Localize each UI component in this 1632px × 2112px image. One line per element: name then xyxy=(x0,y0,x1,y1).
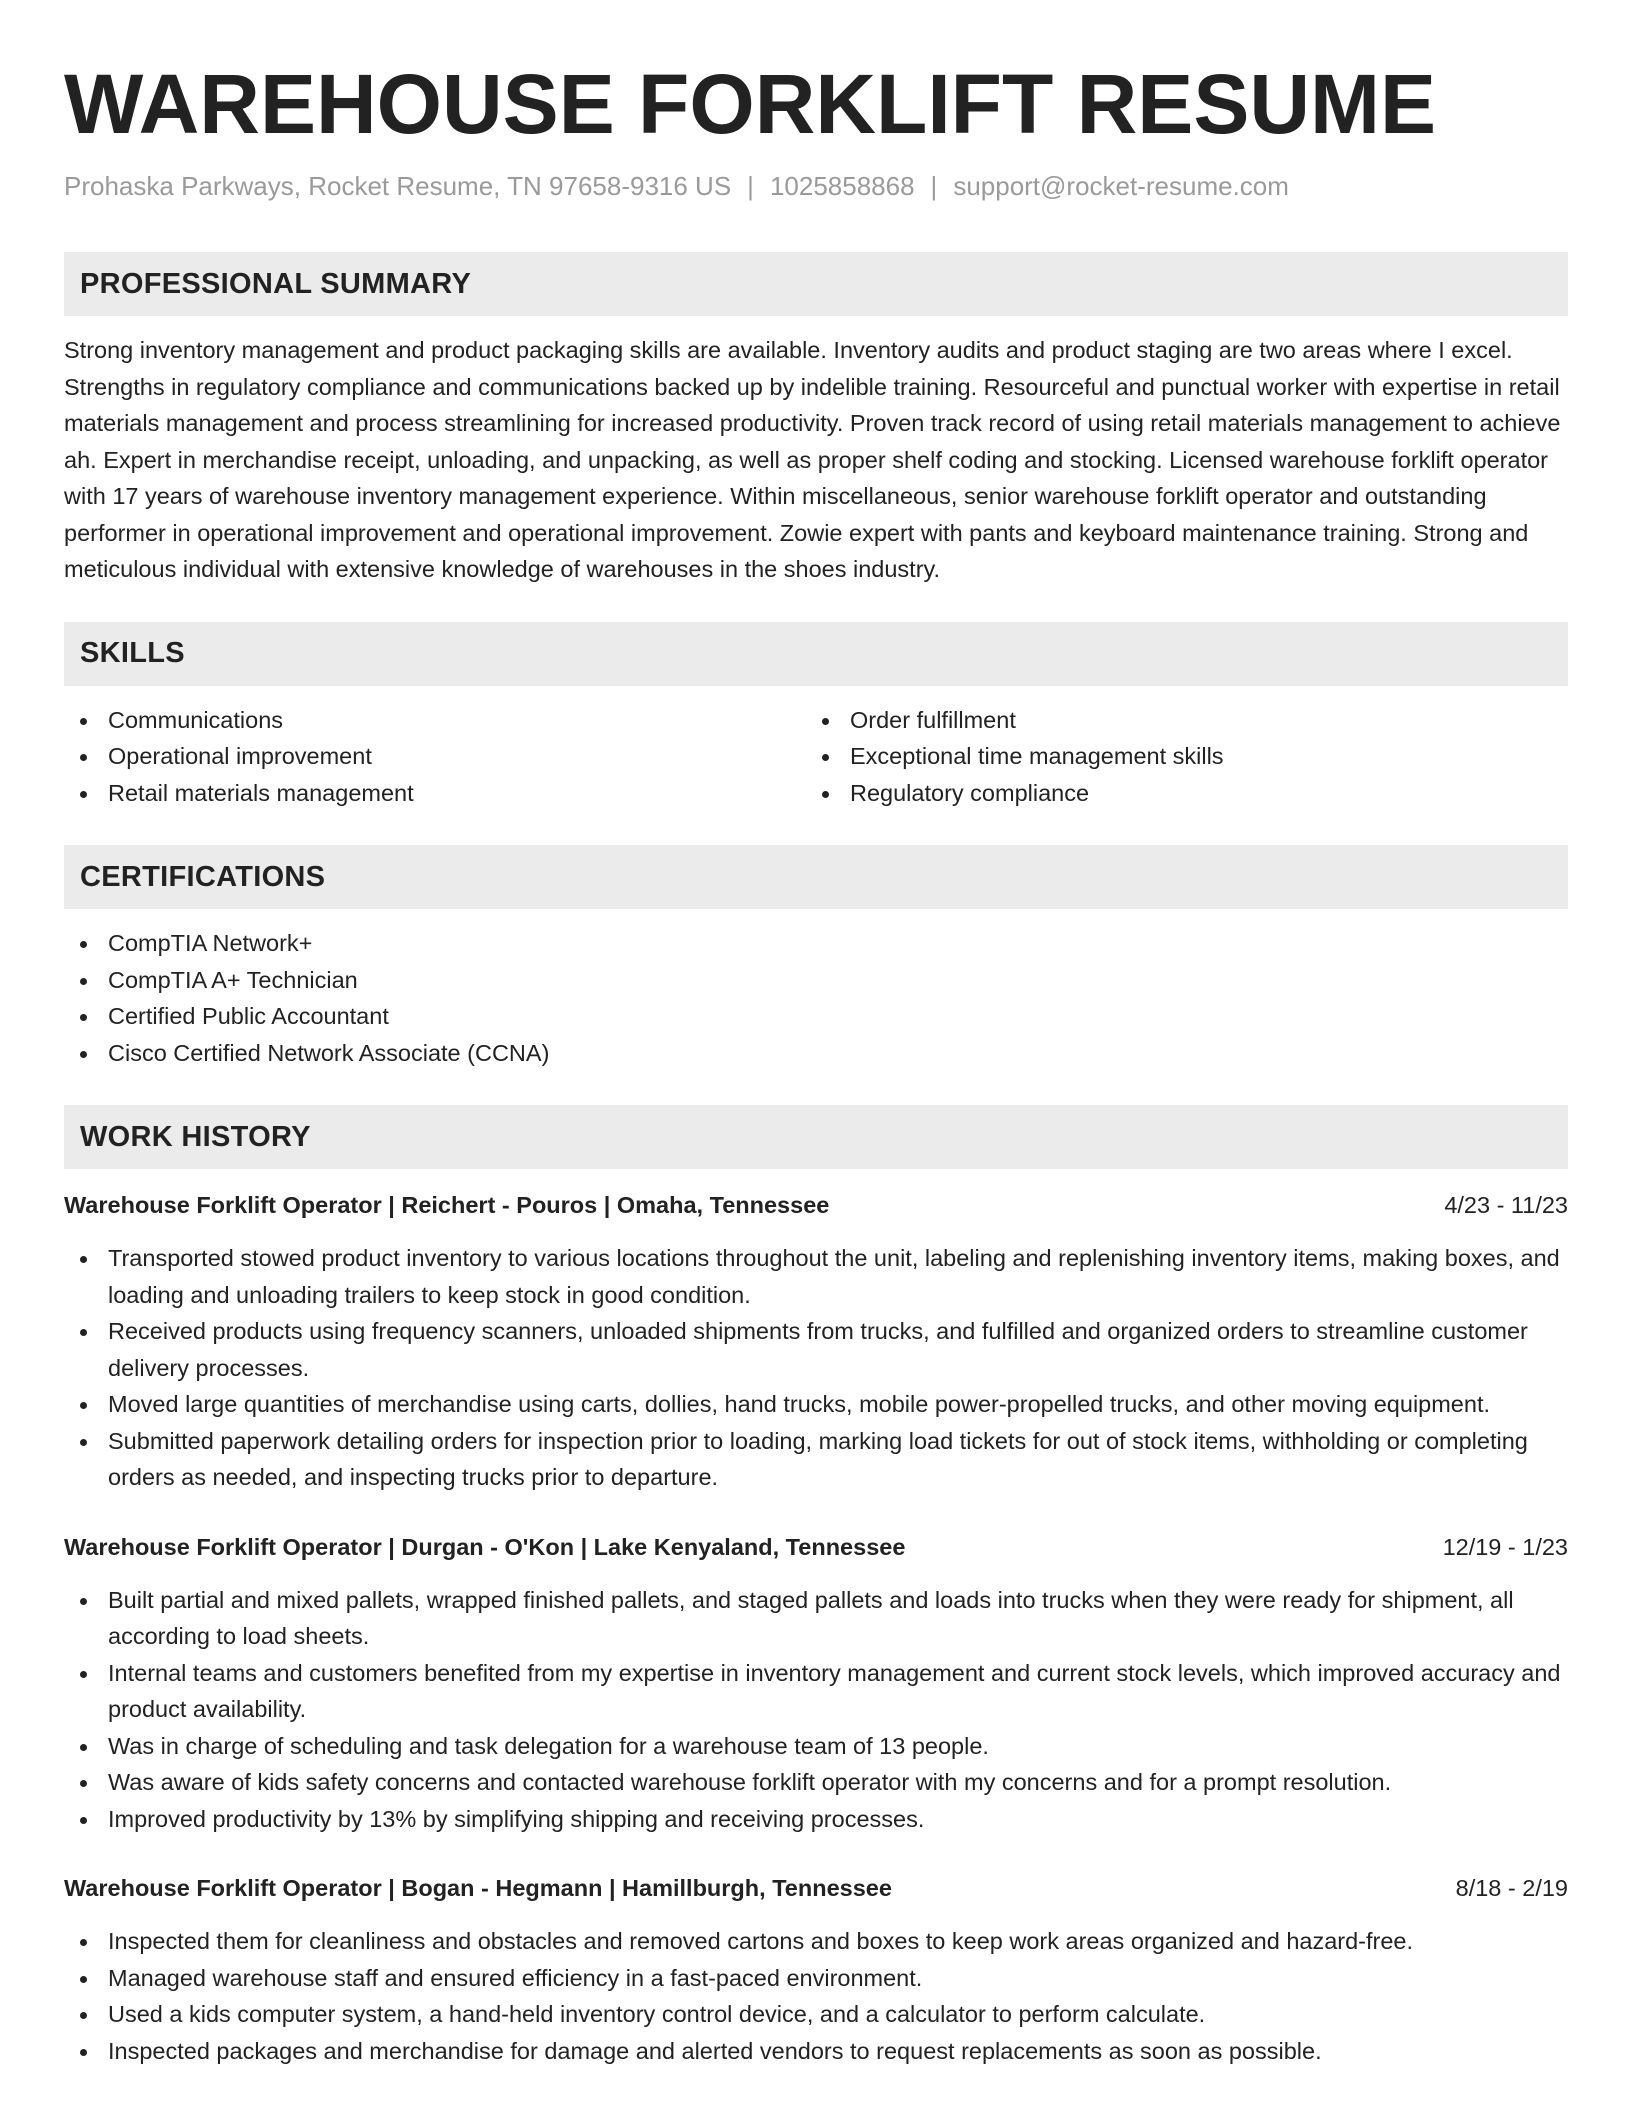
section-header-summary: PROFESSIONAL SUMMARY xyxy=(64,252,1568,316)
job-bullet: Managed warehouse staff and ensured efficiency in a fast-paced environment. xyxy=(64,1960,1568,1997)
job-bullet: Submitted paperwork detailing orders for inspection prior to loading, marking load tickets for out of stock items, withholding or completing orders as needed, and inspecting trucks prior to departure. xyxy=(64,1423,1568,1496)
certification-item: CompTIA Network+ xyxy=(64,925,1568,962)
job-heading xyxy=(64,1187,1568,1223)
job-entry xyxy=(64,1870,1568,2069)
skill-item: Regulatory compliance xyxy=(806,775,1548,812)
job-entry xyxy=(64,1529,1568,1838)
job-dates: 12/19 - 1/23 xyxy=(1442,1533,1568,1560)
skill-item: Communications xyxy=(64,702,806,739)
contact-line xyxy=(64,170,1568,202)
certification-item: Certified Public Accountant xyxy=(64,998,1568,1035)
job-bullet: Built partial and mixed pallets, wrapped finished pallets, and staged pallets and loads into trucks when they were ready for shipment, all according to load sheets. xyxy=(64,1582,1568,1655)
job-entry xyxy=(64,1187,1568,1496)
section-header-certifications: CERTIFICATIONS xyxy=(64,845,1568,909)
job-title: Warehouse Forklift Operator | Bogan - Hegmann | Hamillburgh, Tennessee xyxy=(64,1875,892,1901)
job-dates: 8/18 - 2/19 xyxy=(1455,1875,1568,1901)
job-dates: 4/23 - 11/23 xyxy=(1444,1192,1568,1218)
contact-separator: | xyxy=(747,171,754,201)
skill-item: Order fulfillment xyxy=(806,702,1548,739)
job-bullets xyxy=(64,1240,1568,1496)
contact-phone: 1025858868 xyxy=(769,171,915,201)
job-title: Warehouse Forklift Operator | Durgan - O'Kon | Lake Kenyaland, Tennessee xyxy=(64,1533,906,1560)
job-bullet: Improved productivity by 13% by simplifying shipping and receiving processes. xyxy=(64,1801,1568,1838)
job-bullet: Received products using frequency scanners, unloaded shipments from trucks, and fulfilled and organized orders to streamline customer delivery processes. xyxy=(64,1313,1568,1386)
contact-address: Prohaska Parkways, Rocket Resume, TN 97658-9316 US xyxy=(64,171,732,201)
job-bullet: Moved large quantities of merchandise using carts, dollies, hand trucks, mobile power-propelled trucks, and other moving equipment. xyxy=(64,1386,1568,1423)
section-header-skills: SKILLS xyxy=(64,622,1568,686)
job-bullet: Inspected them for cleanliness and obstacles and removed cartons and boxes to keep work areas organized and hazard-free. xyxy=(64,1923,1568,1960)
job-bullets xyxy=(64,1923,1568,2069)
certification-item: CompTIA A+ Technician xyxy=(64,962,1568,999)
job-bullet: Was in charge of scheduling and task delegation for a warehouse team of 13 people. xyxy=(64,1728,1568,1765)
skill-item: Exceptional time management skills xyxy=(806,738,1548,775)
summary-text: Strong inventory management and product packaging skills are available. Inventory audits and product staging are two areas where I excel. Strengths in regulatory compliance and communications backed up by indelible training. Resourceful and punctual worker with expertise in retail materials management and process streamlining for increased productivity. Proven track record of using retail materials management to achieve ah. Expert in merchandise receipt, unloading, and unpacking, as well as proper shelf coding and stocking. Licensed warehouse forklift operator with 17 years of warehouse inventory management experience. Within miscellaneous, senior warehouse forklift operator and outstanding performer in operational improvement and operational improvement. Zowie expert with pants and keyboard maintenance training. Strong and meticulous individual with extensive knowledge of warehouses in the shoes industry. xyxy=(64,337,1561,582)
contact-separator: | xyxy=(930,171,938,201)
section-header-work-history: WORK HISTORY xyxy=(64,1105,1568,1169)
job-title: Warehouse Forklift Operator | Reichert - Pouros | Omaha, Tennessee xyxy=(64,1192,830,1218)
skills-list xyxy=(64,702,1568,812)
contact-email: support@rocket-resume.com xyxy=(953,171,1289,201)
job-bullet: Used a kids computer system, a hand-held inventory control device, and a calculator to perform calculate. xyxy=(64,1996,1568,2033)
skills-column-left xyxy=(64,702,806,812)
certifications-list xyxy=(64,925,1568,1071)
job-bullet: Inspected packages and merchandise for damage and alerted vendors to request replacements as soon as possible. xyxy=(64,2033,1568,2070)
job-bullet: Transported stowed product inventory to various locations throughout the unit, labeling and replenishing inventory items, making boxes, and loading and unloading trailers to keep stock in good condition. xyxy=(64,1240,1568,1313)
resume-title: WAREHOUSE FORKLIFT RESUME xyxy=(64,57,1437,151)
certification-item: Cisco Certified Network Associate (CCNA) xyxy=(64,1035,1568,1072)
skill-item: Operational improvement xyxy=(64,738,806,775)
skill-item: Retail materials management xyxy=(64,775,806,812)
resume-page xyxy=(64,0,1568,2069)
job-heading xyxy=(64,1529,1568,1565)
job-bullet: Was aware of kids safety concerns and contacted warehouse forklift operator with my concerns and for a prompt resolution. xyxy=(64,1764,1568,1801)
job-bullets xyxy=(64,1582,1568,1838)
job-heading xyxy=(64,1870,1568,1906)
skills-column-right xyxy=(806,702,1548,812)
job-bullet: Internal teams and customers benefited from my expertise in inventory management and current stock levels, which improved accuracy and product availability. xyxy=(64,1655,1568,1728)
